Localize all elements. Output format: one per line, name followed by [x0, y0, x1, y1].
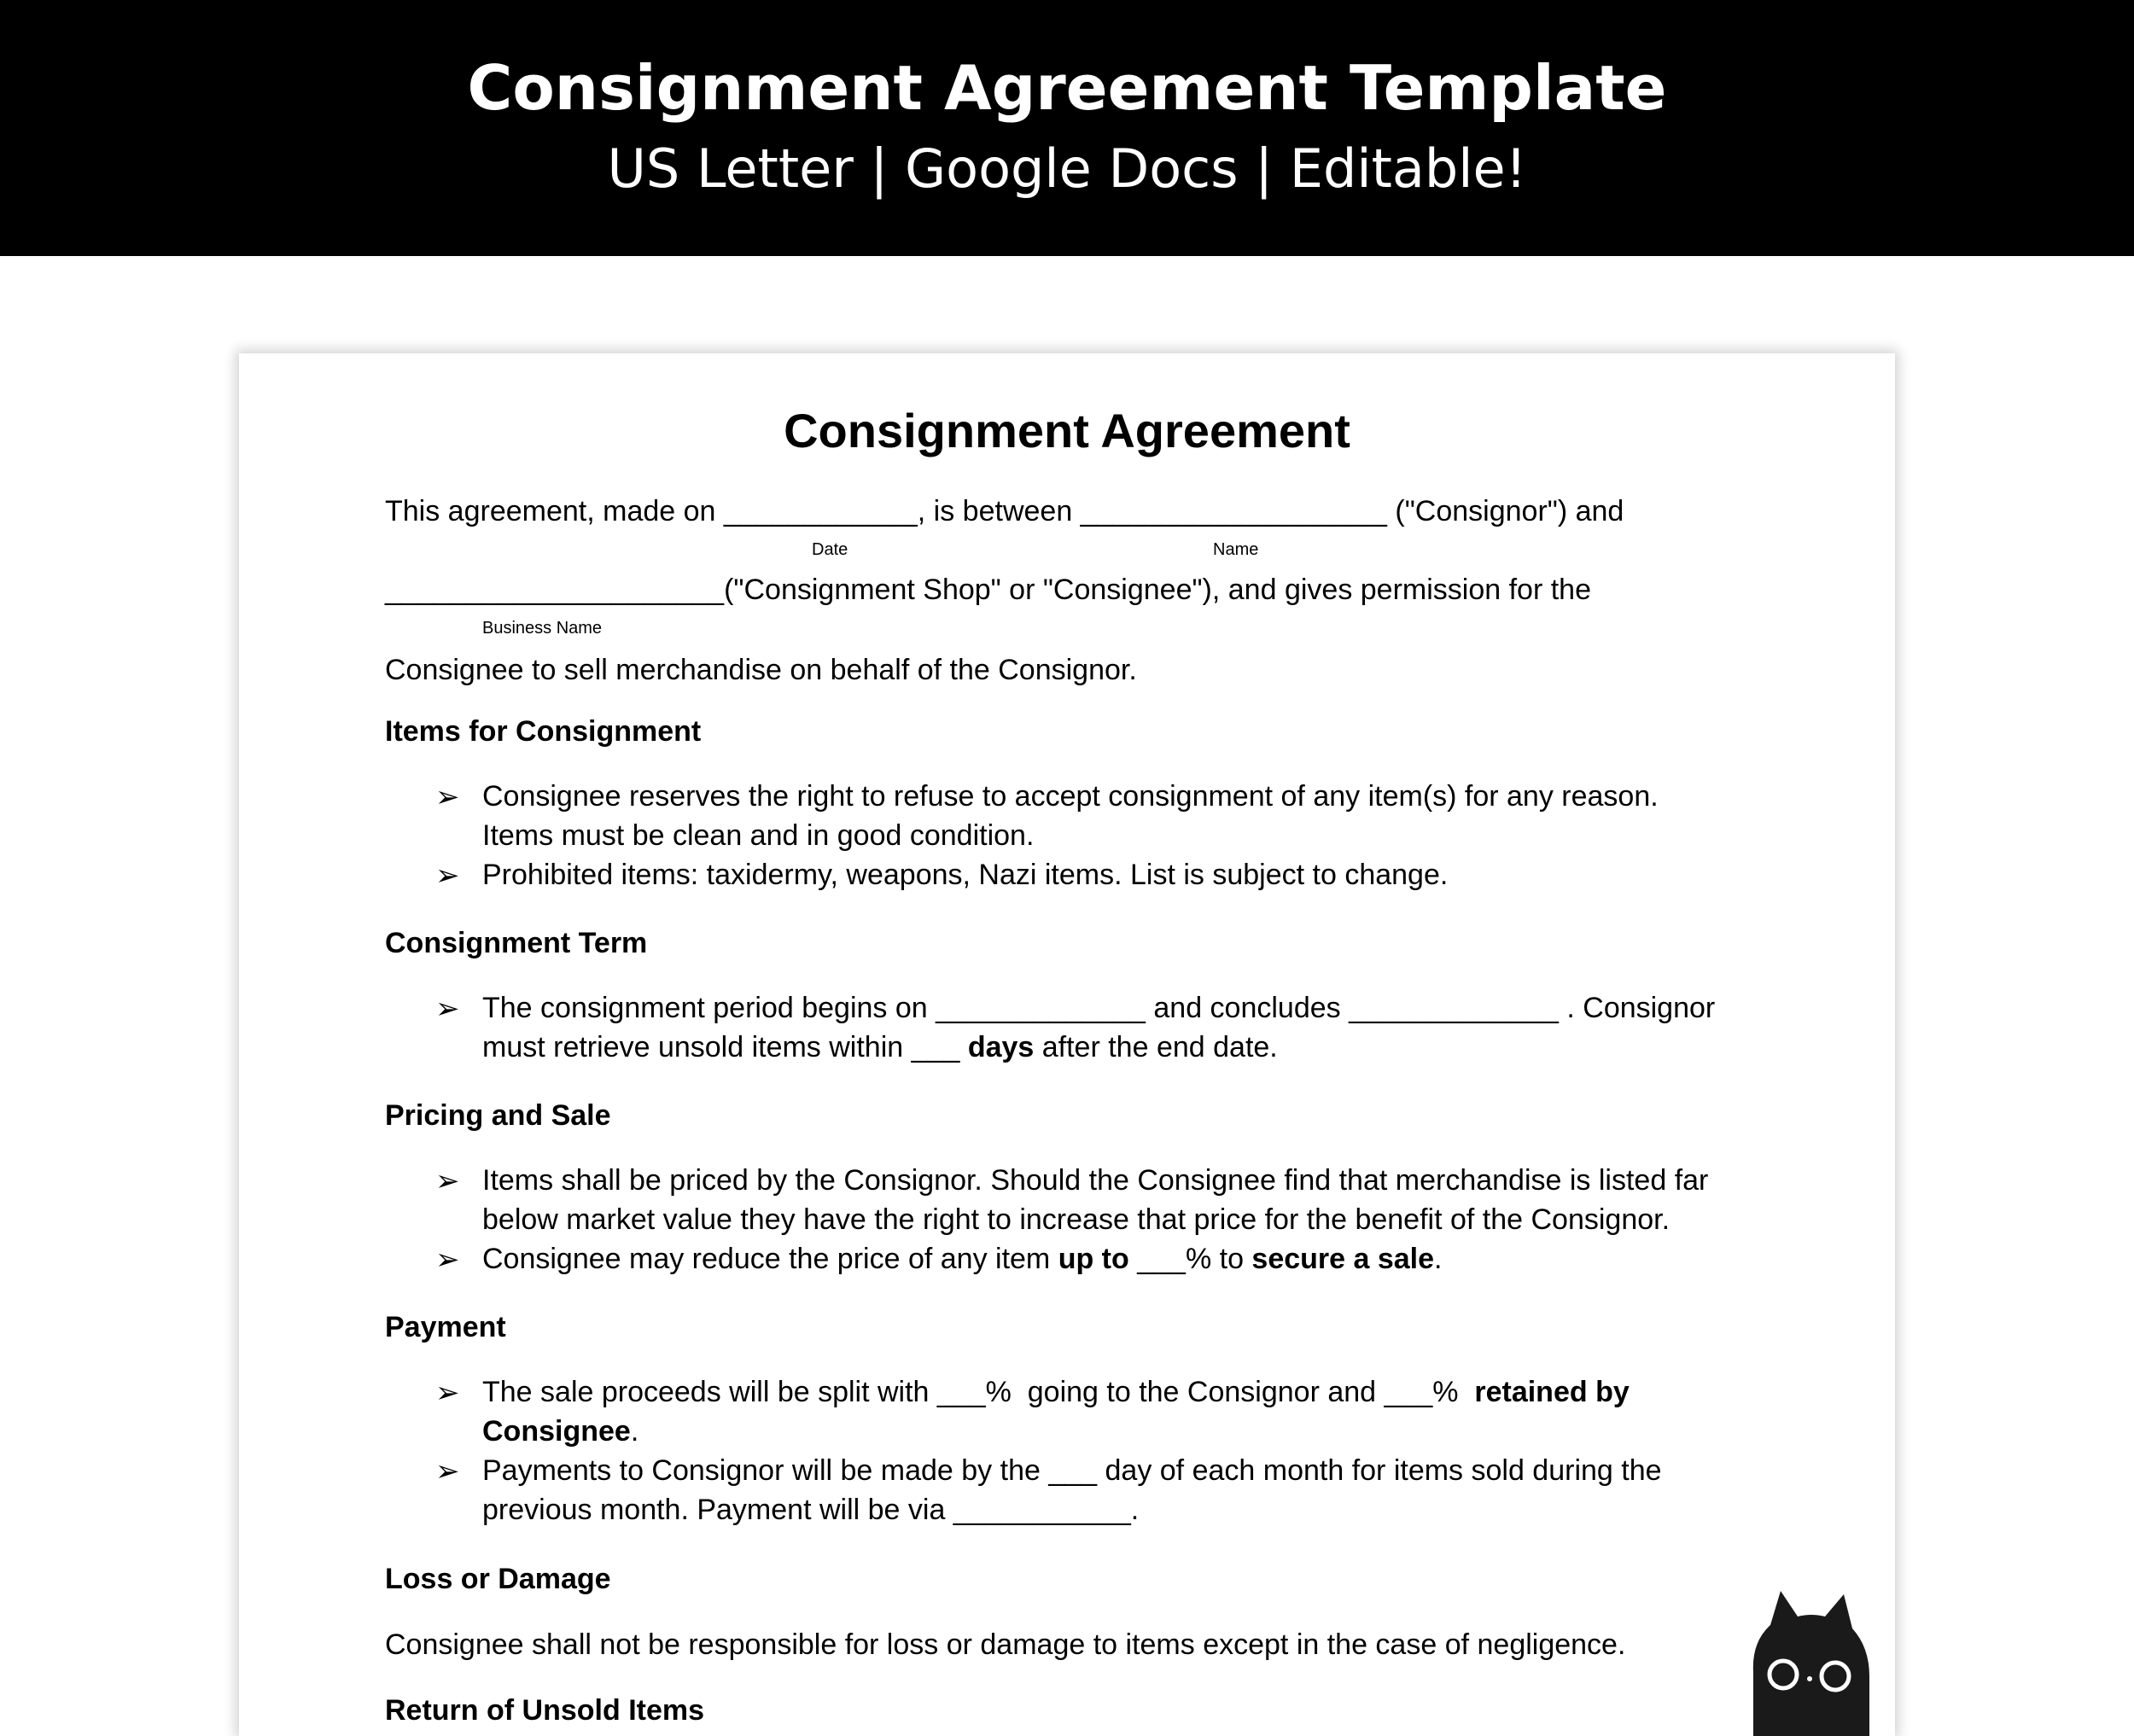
payment-bullet-1-line-2: Consignee. [482, 1415, 639, 1448]
section-heading-loss: Loss or Damage [385, 1563, 611, 1595]
pricing-bullet-1-line-1: Items shall be priced by the Consignor. Should the Consignee find that merchandise is listed far [482, 1164, 1709, 1197]
pricing-bullet-2: Consignee may reduce the price of any item up to ___% to secure a sale. [482, 1243, 1443, 1275]
intro-line-3: Consignee to sell merchandise on behalf of the Consignor. [385, 654, 1137, 686]
header-banner [0, 0, 2134, 256]
banner-title: Consignment Agreement Template [467, 52, 1667, 124]
caption-business-name: Business Name [482, 619, 603, 638]
bullet-arrow-icon: ➢ [435, 1244, 460, 1276]
bullet-arrow-icon: ➢ [435, 781, 460, 813]
caption-date: Date [812, 540, 848, 559]
bullet-arrow-icon: ➢ [435, 1165, 460, 1197]
bullet-arrow-icon: ➢ [435, 1455, 460, 1488]
intro-line-2: _____________________("Consignment Shop" or "Consignee"), and gives permission for the [385, 574, 1591, 606]
payment-bullet-2-line-2: previous month. Payment will be via ___________. [482, 1494, 1140, 1526]
banner-subtitle: US Letter | Google Docs | Editable! [607, 137, 1527, 200]
bullet-arrow-icon: ➢ [435, 993, 460, 1025]
section-heading-payment: Payment [385, 1311, 506, 1343]
intro-line-1: This agreement, made on ____________, is between ___________________ ("Consignor") and [385, 495, 1624, 527]
cat-mascot-icon [1736, 1591, 1881, 1736]
items-bullet-2: Prohibited items: taxidermy, weapons, Nazi items. List is subject to change. [482, 859, 1449, 891]
term-bullet-line-1: The consignment period begins on _____________ and concludes _____________ . Consignor [482, 992, 1716, 1024]
section-heading-term: Consignment Term [385, 927, 648, 959]
section-heading-return: Return of Unsold Items [385, 1694, 705, 1727]
payment-bullet-1-line-1: The sale proceeds will be split with ___% going to the Consignor and ___% retained by [482, 1376, 1630, 1408]
items-bullet-1-line-1: Consignee reserves the right to refuse to accept consignment of any item(s) for any reason. [482, 780, 1659, 813]
caption-name: Name [1213, 540, 1259, 559]
document-page [239, 353, 1895, 1736]
section-heading-pricing: Pricing and Sale [385, 1099, 611, 1132]
items-bullet-1-line-2: Items must be clean and in good condition. [482, 819, 1035, 852]
bullet-arrow-icon: ➢ [435, 859, 460, 892]
pricing-bullet-1-line-2: below market value they have the right to increase that price for the benefit of the Consignor. [482, 1203, 1670, 1236]
term-bullet-line-2: must retrieve unsold items within ___ days after the end date. [482, 1031, 1278, 1063]
loss-text: Consignee shall not be responsible for loss or damage to items except in the case of negligence. [385, 1628, 1626, 1661]
section-heading-items: Items for Consignment [385, 715, 702, 748]
bullet-arrow-icon: ➢ [435, 1377, 460, 1409]
document-title: Consignment Agreement [784, 404, 1350, 457]
payment-bullet-2-line-1: Payments to Consignor will be made by the ___ day of each month for items sold during the [482, 1454, 1662, 1487]
